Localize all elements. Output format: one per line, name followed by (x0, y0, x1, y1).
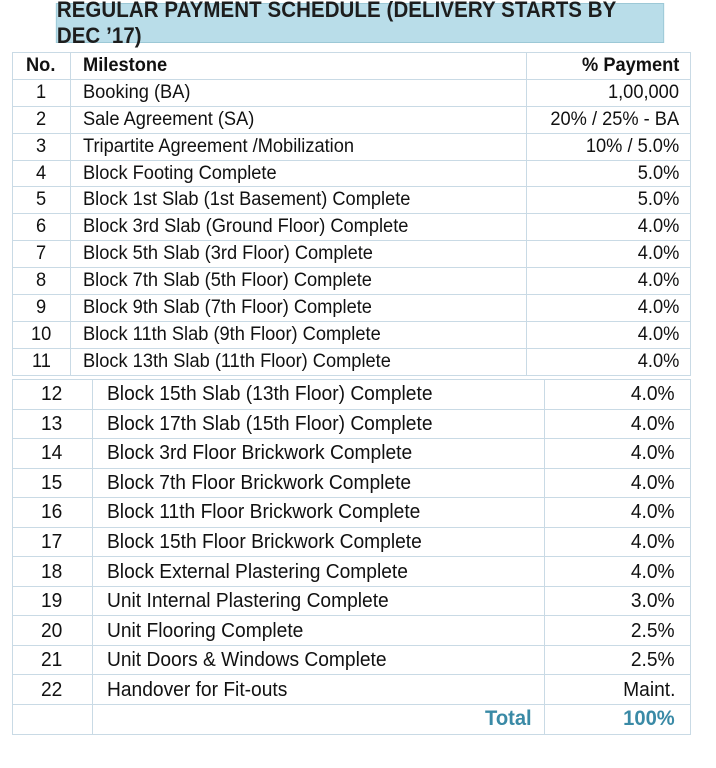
row-payment: 4.0% (527, 268, 691, 295)
table-row (13, 468, 691, 498)
row-milestone: Block External Plastering Complete (93, 557, 545, 587)
schedule-title: REGULAR PAYMENT SCHEDULE (DELIVERY STARTS BY DEC ’17) (56, 3, 664, 43)
row-number: 17 (13, 527, 93, 557)
row-milestone: Block Footing Complete (71, 160, 527, 187)
row-number: 10 (13, 321, 71, 348)
row-milestone: Block 1st Slab (1st Basement) Complete (71, 187, 527, 214)
row-number: 11 (13, 348, 71, 375)
row-milestone: Block 3rd Floor Brickwork Complete (93, 439, 545, 469)
row-number: 2 (13, 106, 71, 133)
row-payment: 3.0% (545, 586, 691, 616)
table-row (13, 498, 691, 528)
row-payment: 4.0% (545, 380, 691, 410)
row-payment: 4.0% (545, 468, 691, 498)
row-milestone: Block 11th Floor Brickwork Complete (93, 498, 545, 528)
row-number: 14 (13, 439, 93, 469)
header-row (13, 53, 691, 80)
row-number: 18 (13, 557, 93, 587)
table-row (13, 321, 691, 348)
row-payment: Maint. (545, 675, 691, 705)
row-payment: 4.0% (527, 348, 691, 375)
table-row (13, 160, 691, 187)
row-payment: 10% / 5.0% (527, 133, 691, 160)
table-row (13, 439, 691, 469)
total-empty-cell (13, 705, 93, 735)
table-row (13, 527, 691, 557)
total-value: 100% (545, 705, 691, 735)
row-number: 6 (13, 214, 71, 241)
row-number: 21 (13, 645, 93, 675)
row-payment: 4.0% (545, 557, 691, 587)
table-row (13, 380, 691, 410)
table-row (13, 295, 691, 322)
row-milestone: Handover for Fit-outs (93, 675, 545, 705)
table-row (13, 268, 691, 295)
header-milestone: Milestone (71, 53, 527, 80)
row-milestone: Unit Doors & Windows Complete (93, 645, 545, 675)
row-payment: 20% / 25% - BA (527, 106, 691, 133)
table-row (13, 586, 691, 616)
row-number: 1 (13, 79, 71, 106)
row-number: 13 (13, 409, 93, 439)
table-row (13, 106, 691, 133)
table-row (13, 133, 691, 160)
table-row (13, 348, 691, 375)
row-milestone: Block 5th Slab (3rd Floor) Complete (71, 241, 527, 268)
header-payment: % Payment (527, 53, 691, 80)
row-payment: 4.0% (527, 295, 691, 322)
total-row (13, 705, 691, 735)
table-row (13, 557, 691, 587)
row-number: 20 (13, 616, 93, 646)
row-payment: 4.0% (545, 439, 691, 469)
row-milestone: Unit Flooring Complete (93, 616, 545, 646)
row-number: 4 (13, 160, 71, 187)
table-row (13, 214, 691, 241)
row-number: 3 (13, 133, 71, 160)
row-milestone: Tripartite Agreement /Mobilization (71, 133, 527, 160)
row-payment: 4.0% (527, 241, 691, 268)
row-number: 5 (13, 187, 71, 214)
row-number: 9 (13, 295, 71, 322)
table-row (13, 675, 691, 705)
row-milestone: Block 9th Slab (7th Floor) Complete (71, 295, 527, 322)
row-payment: 4.0% (545, 498, 691, 528)
table-row (13, 409, 691, 439)
row-number: 8 (13, 268, 71, 295)
row-milestone: Block 15th Floor Brickwork Complete (93, 527, 545, 557)
table-row (13, 187, 691, 214)
total-label: Total (93, 705, 545, 735)
table-row (13, 79, 691, 106)
row-payment: 5.0% (527, 160, 691, 187)
row-payment: 1,00,000 (527, 79, 691, 106)
header-no: No. (13, 53, 71, 80)
row-milestone: Block 15th Slab (13th Floor) Complete (93, 380, 545, 410)
row-milestone: Block 11th Slab (9th Floor) Complete (71, 321, 527, 348)
row-milestone: Block 7th Slab (5th Floor) Complete (71, 268, 527, 295)
schedule-table-part2 (12, 379, 691, 735)
row-number: 15 (13, 468, 93, 498)
row-milestone: Block 13th Slab (11th Floor) Complete (71, 348, 527, 375)
row-payment: 4.0% (545, 527, 691, 557)
row-payment: 4.0% (545, 409, 691, 439)
schedule-table-part1 (12, 52, 691, 376)
row-milestone: Block 7th Floor Brickwork Complete (93, 468, 545, 498)
table-row (13, 645, 691, 675)
row-payment: 2.5% (545, 616, 691, 646)
row-milestone: Block 17th Slab (15th Floor) Complete (93, 409, 545, 439)
row-milestone: Unit Internal Plastering Complete (93, 586, 545, 616)
row-number: 7 (13, 241, 71, 268)
row-milestone: Block 3rd Slab (Ground Floor) Complete (71, 214, 527, 241)
table-row (13, 616, 691, 646)
row-number: 16 (13, 498, 93, 528)
table-row (13, 241, 691, 268)
row-number: 19 (13, 586, 93, 616)
row-payment: 5.0% (527, 187, 691, 214)
row-payment: 4.0% (527, 214, 691, 241)
row-number: 22 (13, 675, 93, 705)
row-payment: 4.0% (527, 321, 691, 348)
row-number: 12 (13, 380, 93, 410)
row-milestone: Booking (BA) (71, 79, 527, 106)
row-payment: 2.5% (545, 645, 691, 675)
row-milestone: Sale Agreement (SA) (71, 106, 527, 133)
